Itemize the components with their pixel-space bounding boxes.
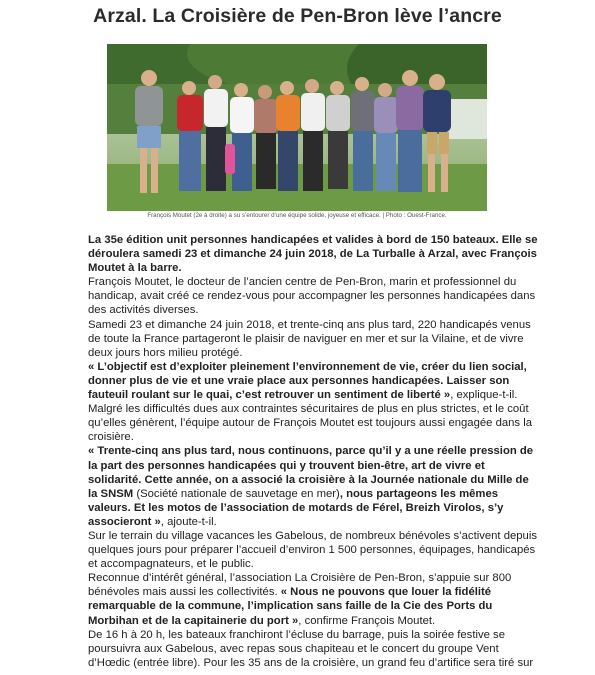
article-paragraph: De 16 h à 20 h, les bateaux franchiront l’écluse du barrage, puis la soirée festive se poursuivra aux Gabelous, avec repas sous chapiteau et le concert du groupe Vent d’Hœdic (entrée libre). Pour les 35 ans de la croisière, un grand feu d’artifice sera tiré sur (88, 628, 534, 669)
article-paragraph: Sur le terrain du village vacances les Gabelous, de nombreux bénévoles s’activent depuis quelques jours pour préparer l’accueil d’environ 1 500 personnes, équipages, handicapés et accompagnateurs, et le public. (88, 529, 537, 571)
article-quote-paragraph (88, 444, 540, 529)
article-lead: La 35e édition unit personnes handicapées et valides à bord de 150 bateaux. Elle se déroulera samedi 23 et dimanche 24 juin 2018, de La Turballe à Arzal, avec François Moutet à la barre. (88, 234, 538, 275)
article-body (88, 233, 540, 670)
paragraph-start: Reconnue d’intérêt général, l’association La Croisière de Pen-Bron, s’appuie sur 800 bénévoles mais aussi les collectivités. (88, 572, 512, 599)
quote-attribution: , ajoute-t-il. (160, 515, 217, 528)
quote-text-continued: , nous partageons les mêmes valeurs. Et les motos de l’association de motards de Férel, Breizh Virolos, s’y associeront » (88, 487, 504, 528)
group-photo-image (107, 44, 487, 211)
article-quote-paragraph (88, 360, 540, 402)
article-paragraph: Samedi 23 et dimanche 24 juin 2018, et trente-cinq ans plus tard, 220 handicapés venus de toute la France partageront le plaisir de naviguer en mer et sur la Vilaine, et de vivre deux jours hors milieu protégé. (88, 318, 531, 359)
quote-text: « Nous ne pouvons que louer la fidélité remarquable de la commune, l’implication sans faille de la Cie des Ports du Morbihan et de la capitainerie du port » (88, 586, 493, 627)
quote-text: « Trente-cinq ans plus tard, nous continuons, parce qu’il y a une réelle pression de la part des personnes handicapées qui y trouvent bien-être, art de vivre et solidarité. Cette année, on a associé la croisière à la Journée nationale du Mille de la SNSM (88, 445, 534, 500)
quote-attribution: , confirme François Moutet. (298, 614, 436, 627)
article-paragraph: François Moutet, le docteur de l’ancien centre de Pen-Bron, marin et professionnel du handicap, avait créé ce rendez-vous pour accompagner les personnes handicapées dans des activités diverses. (88, 276, 536, 317)
quote-aside: (Société nationale de sauvetage en mer) (133, 487, 340, 500)
quote-text: « L’objectif est d’exploiter pleinement l’environnement de vie, créer du lien social, donner plus de vie et une vraie place aux personnes handicapées. Laisser son fauteuil roulant sur le quai, c’est retrouver un sentiment de liberté » (88, 360, 527, 402)
article-title: Arzal. La Croisière de Pen-Bron lève l’ancre (93, 5, 502, 27)
quote-attribution: , explique-t-il. (450, 389, 518, 402)
group-photo (107, 44, 487, 211)
article-quote-paragraph (88, 571, 540, 627)
people-group (135, 70, 451, 193)
article-paragraph: Malgré les difficultés dues aux contraintes sécuritaires de plus en plus strictes, et le coût qu’elles génèrent, l’équipe autour de François Moutet est toujours aussi engagée dans la croisière. (88, 403, 533, 444)
photo-caption: François Moutet (2e à droite) a su s’entourer d’une équipe solide, joyeuse et efficace. | Photo : Ouest-France. (147, 212, 447, 219)
